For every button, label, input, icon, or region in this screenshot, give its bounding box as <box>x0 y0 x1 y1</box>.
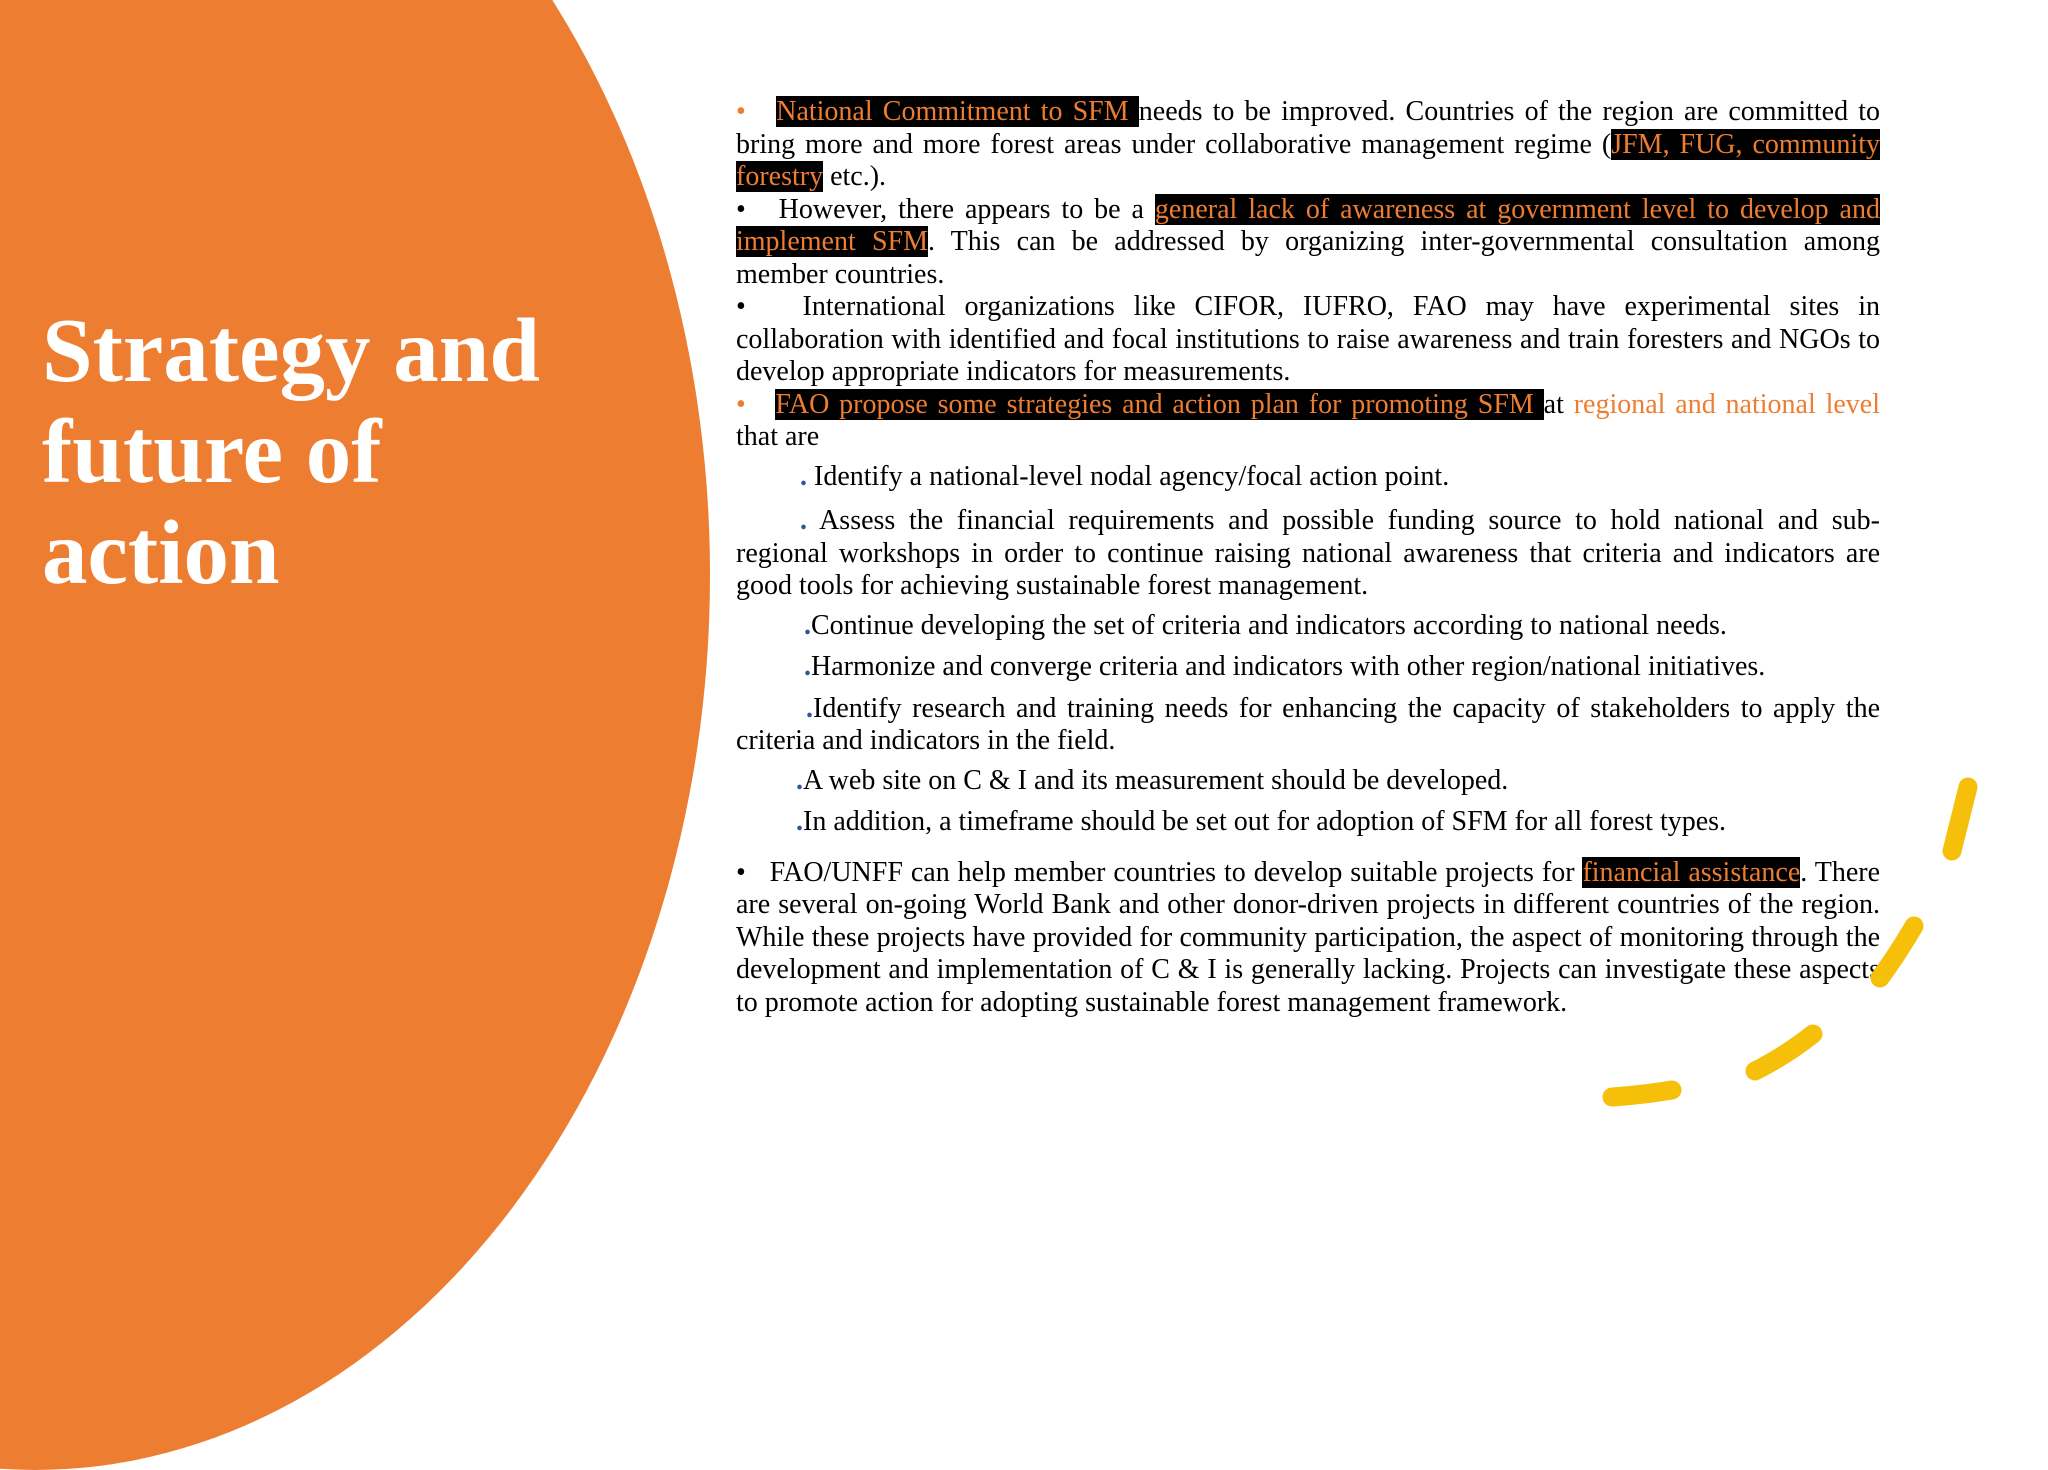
sub-item-text: Identify research and training needs for enhancing the capacity of stakeholders to apply the criteria and indicators in the field. <box>736 692 1880 756</box>
bullet-text: . There are several on-going World Bank and other donor-driven projects in different countries of the region. While these projects have provided for community participation, the aspect of monitoring through the development and implementation of C & I is generally lacking. Projects can investigate these aspects to promote action for adopting sustainable forest management framework. <box>736 856 1881 1018</box>
sub-item-text: Harmonize and converge criteria and indicators with other region/national initiatives. <box>811 651 1766 682</box>
title-line: action <box>42 502 280 603</box>
deco-dash <box>1755 1034 1813 1071</box>
title-line: future of <box>42 401 382 502</box>
slide-body <box>736 96 1880 1019</box>
bullet-text: . This can be addressed by organizing inter-governmental consultation among member countries. <box>736 226 1880 290</box>
sub-bullet-marker: . <box>800 460 807 492</box>
bullet-marker: • <box>736 96 746 127</box>
bullet-paragraph <box>736 389 1880 454</box>
sub-item-text: Assess the financial requirements and possible funding source to hold national and sub-regional workshops in order to continue raising national awareness that criteria and indicators are good tools for achieving sustainable forest management. <box>736 505 1880 601</box>
deco-dash <box>1612 1090 1672 1097</box>
sub-bullet-marker: . <box>806 692 813 724</box>
sub-item <box>736 693 1880 758</box>
bullet-text: However, there appears to be a <box>778 193 1155 225</box>
highlighted-text: National Commitment to SFM <box>776 96 1139 127</box>
sub-bullet-marker: . <box>804 651 811 682</box>
deco-dash <box>1952 787 1968 851</box>
sub-item-text: Identify a national-level nodal agency/focal action point. <box>807 460 1450 492</box>
sub-bullet-marker: . <box>796 764 803 796</box>
bullet-text: etc.). <box>823 161 887 192</box>
highlighted-text: FAO propose some strategies and action plan for promoting SFM <box>775 388 1544 420</box>
sub-item <box>736 505 1880 603</box>
highlighted-text: general lack of awareness at government level to develop and implement SFM <box>736 193 1880 257</box>
sub-item-text: Continue developing the set of criteria and indicators according to national needs. <box>811 609 1727 641</box>
sub-bullet-marker: . <box>804 609 811 641</box>
sub-item-text: A web site on C & I and its measurement should be developed. <box>803 764 1509 796</box>
highlighted-text: JFM, FUG, community forestry <box>736 128 1880 192</box>
bullet-text: at <box>1543 388 1574 420</box>
bullet-marker: • <box>736 291 746 322</box>
sub-item <box>736 651 1880 684</box>
bullet-text: International organizations like CIFOR, IUFRO, FAO may have experimental sites in collaboration with identified and focal institutions to raise awareness and train foresters and NGOs to develop appropriate indicators for measurements. <box>736 291 1881 387</box>
bullet-marker: • <box>736 388 746 420</box>
orange-text: regional and national level <box>1573 388 1881 420</box>
sub-item <box>736 806 1880 839</box>
bullet-text: that are <box>736 421 820 452</box>
bullet-marker: • <box>736 193 746 225</box>
sub-item <box>736 765 1880 798</box>
bullet-marker: • <box>736 856 746 888</box>
bullet-paragraph <box>736 857 1880 1020</box>
bullet-text: FAO/UNFF can help member countries to develop suitable projects for <box>769 856 1583 888</box>
slide-title <box>42 300 540 603</box>
bullet-paragraph <box>736 291 1880 389</box>
sub-item-text: In addition, a timeframe should be set out for adoption of SFM for all forest types. <box>803 806 1727 837</box>
bullet-paragraph <box>736 96 1880 194</box>
orange-circle-background <box>0 0 710 1470</box>
bullet-paragraph <box>736 194 1880 292</box>
sub-item <box>736 610 1880 643</box>
highlighted-text: financial assistance <box>1582 856 1801 888</box>
sub-bullet-marker: . <box>800 505 807 536</box>
bullet-text: needs to be improved. Countries of the region are committed to bring more and more forest areas under collaborative management regime ( <box>736 96 1881 160</box>
sub-bullet-marker: . <box>796 806 803 837</box>
sub-item <box>736 461 1880 494</box>
deco-dash <box>1880 926 1914 978</box>
title-line: Strategy and <box>42 300 540 401</box>
